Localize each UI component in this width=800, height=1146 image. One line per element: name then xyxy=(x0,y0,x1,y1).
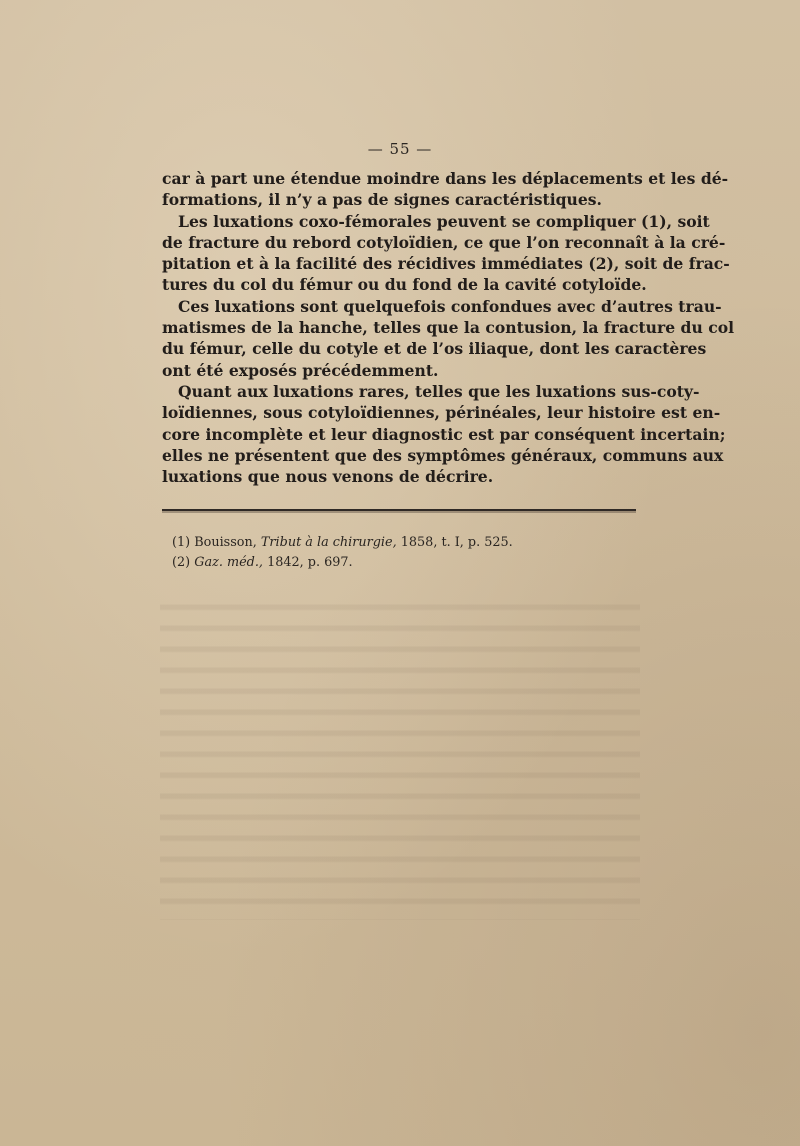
page-number: — 55 — xyxy=(367,140,433,158)
text-line: du fémur, celle du cotyle et de l’os iliaque, dont les caractères xyxy=(162,339,707,359)
footnote-reference: 1858, t. I, p. 525. xyxy=(400,535,513,550)
text-line: luxations que nous venons de décrire. xyxy=(162,467,494,487)
text-line: pitation et à la facilité des récidives immédiates (2), soit de frac- xyxy=(162,254,730,274)
text-line: core incomplète et leur diagnostic est par conséquent incertain; xyxy=(162,424,726,444)
main-text xyxy=(162,168,735,487)
text-line: Ces luxations sont quelquefois confondues avec d’autres trau- xyxy=(178,296,722,316)
footnote-title: Tribut à la chirurgie, xyxy=(260,535,397,550)
text-line: formations, il n’y a pas de signes caractéristiques. xyxy=(162,190,602,210)
text-line: Quant aux luxations rares, telles que les luxations sus-coty- xyxy=(178,381,700,401)
text-line: Les luxations coxo-fémorales peuvent se compliquer (1), soit xyxy=(178,211,710,231)
footnote-reference: 1842, p. 697. xyxy=(267,555,353,570)
footnote-1 xyxy=(172,533,642,553)
footnote-number: (1) xyxy=(172,535,191,550)
footnote-author: Bouisson, xyxy=(194,535,257,550)
text-line: loïdiennes, sous cotyloïdiennes, périnéales, leur histoire est en- xyxy=(162,403,721,423)
text-line: tures du col du fémur ou du fond de la cavité cotyloïde. xyxy=(162,275,647,295)
text-line: ont été exposés précédemment. xyxy=(162,360,439,380)
text-line: elles ne présentent que des symptômes généraux, communs aux xyxy=(162,445,724,465)
footnotes xyxy=(172,533,642,573)
text-line: de fracture du rebord cotyloïdien, ce que l’on reconnaît à la cré- xyxy=(162,232,726,252)
footnote-separator-rule xyxy=(162,509,636,511)
reverse-page-show-through xyxy=(160,590,640,920)
text-line: car à part une étendue moindre dans les déplacements et les dé- xyxy=(162,169,729,188)
footnote-title: Gaz. méd., xyxy=(194,555,263,570)
text-line: matismes de la hanche, telles que la contusion, la fracture du col xyxy=(162,318,735,338)
footnote-2 xyxy=(172,553,642,573)
footnote-number: (2) xyxy=(172,555,191,570)
